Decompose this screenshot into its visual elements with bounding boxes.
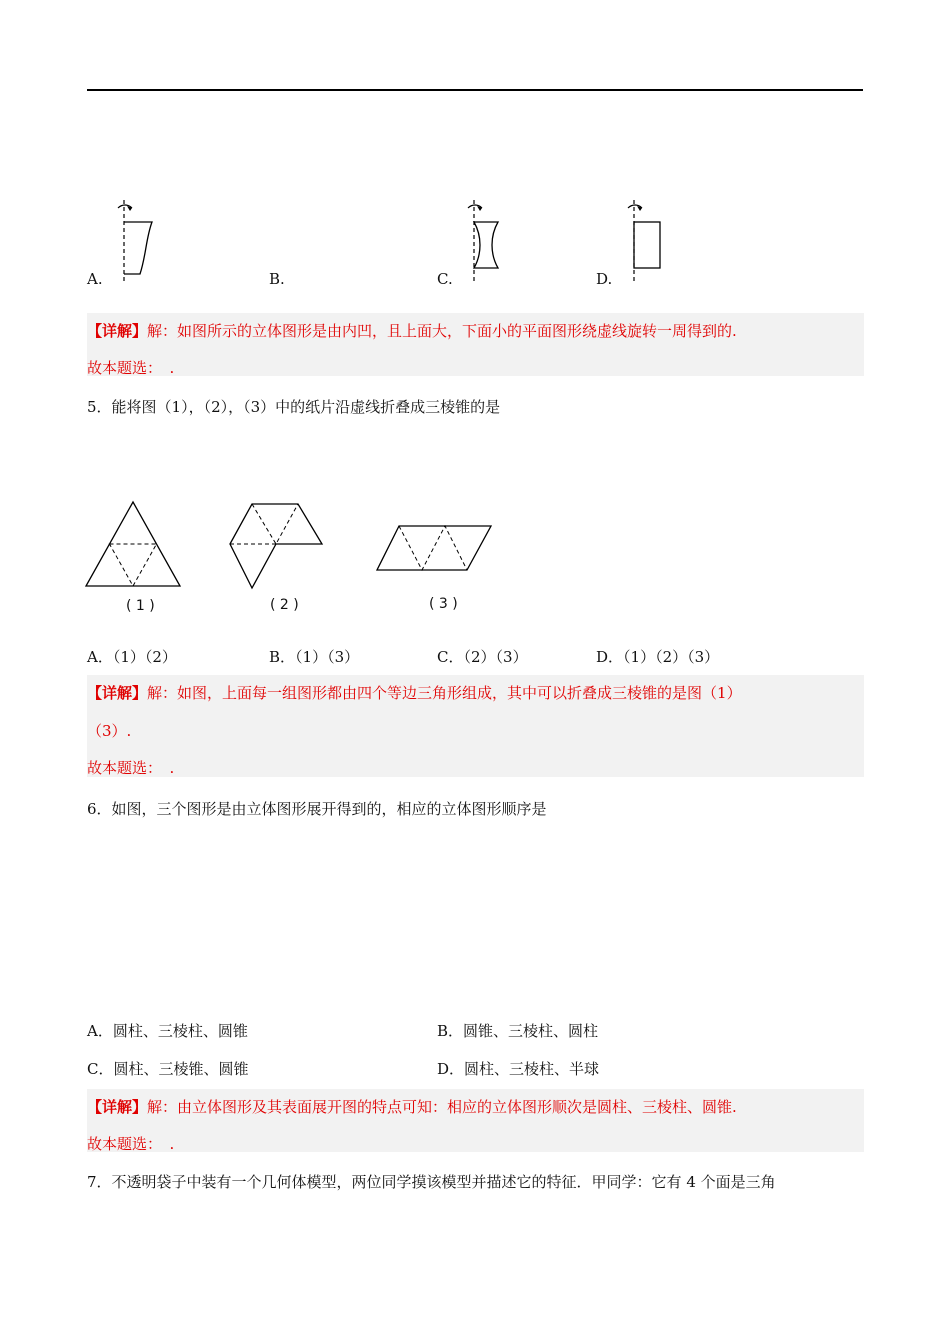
option-a[interactable]: [87, 270, 103, 288]
q5-option-c[interactable]: C．（2）（3）: [437, 648, 528, 666]
q5-figure-1: [86, 500, 182, 590]
q6-option-b[interactable]: B．圆锥、三棱柱、圆柱: [437, 1022, 599, 1040]
q6-option-d[interactable]: D．圆柱、三棱柱、半球: [437, 1060, 600, 1078]
explanation-tag: 【详解】: [87, 1098, 148, 1116]
option-d-label: D.: [596, 270, 613, 288]
q5-option-d[interactable]: D．（1）（2）（3）: [596, 648, 720, 666]
q6-option-c[interactable]: C．圆柱、三棱锥、圆锥: [87, 1060, 249, 1078]
q6-explanation-line: [87, 1096, 737, 1117]
q6-option-a[interactable]: A．圆柱、三棱柱、圆锥: [87, 1022, 248, 1040]
q4-explanation-line: [87, 320, 737, 341]
q5-option-b[interactable]: B．（1）（3）: [269, 648, 360, 666]
option-d-figure: [624, 198, 674, 284]
option-a-label: A.: [87, 270, 103, 288]
q6-stem: 6．如图，三个图形是由立体图形展开得到的，相应的立体图形顺序是: [87, 800, 547, 818]
q5-figure-3: [375, 524, 493, 574]
option-b-label: B.: [269, 270, 285, 288]
option-c[interactable]: [437, 270, 453, 288]
option-c-label: C.: [437, 270, 453, 288]
q4-explanation-box: [87, 313, 864, 376]
explanation-text: 解：如图所示的立体图形是由内凹，且上面大，下面小的平面图形绕虚线旋转一周得到的.: [147, 322, 737, 340]
explanation-text: 解：如图，上面每一组图形都由四个等边三角形组成，其中可以折叠成三棱锥的是图（1）: [147, 684, 742, 702]
q5-option-a[interactable]: A．（1）（2）: [87, 648, 177, 666]
option-d[interactable]: [596, 270, 612, 288]
q6-explanation-box: [87, 1089, 864, 1152]
q6-conclusion: 故本题选： .: [87, 1135, 175, 1153]
q5-explanation-line-2: （3）.: [87, 722, 132, 740]
q5-conclusion: 故本题选： .: [87, 759, 175, 777]
q5-figure-2: [228, 500, 324, 590]
explanation-tag: 【详解】: [87, 684, 148, 702]
q5-explanation-line-1: [87, 682, 742, 703]
option-b[interactable]: [269, 270, 285, 288]
q5-explanation-box: [87, 675, 864, 777]
q5-caption-2: ( 2 ): [270, 597, 299, 613]
q5-caption-3: ( 3 ): [429, 596, 458, 612]
q5-stem: 5．能将图（1），（2），（3）中的纸片沿虚线折叠成三棱锥的是: [87, 398, 501, 416]
option-a-figure: [110, 198, 160, 284]
header-rule: [87, 89, 863, 91]
q4-conclusion: 故本题选： .: [87, 359, 175, 377]
explanation-text: 解：由立体图形及其表面展开图的特点可知：相应的立体图形顺次是圆柱、三棱柱、圆锥.: [147, 1098, 737, 1116]
explanation-tag: 【详解】: [87, 322, 148, 340]
option-c-figure: [462, 198, 512, 284]
q5-caption-1: ( 1 ): [126, 598, 155, 614]
q7-stem: 7．不透明袋子中装有一个几何体模型，两位同学摸该模型并描述它的特征．甲同学：它有 4 个面是三角: [87, 1173, 776, 1191]
